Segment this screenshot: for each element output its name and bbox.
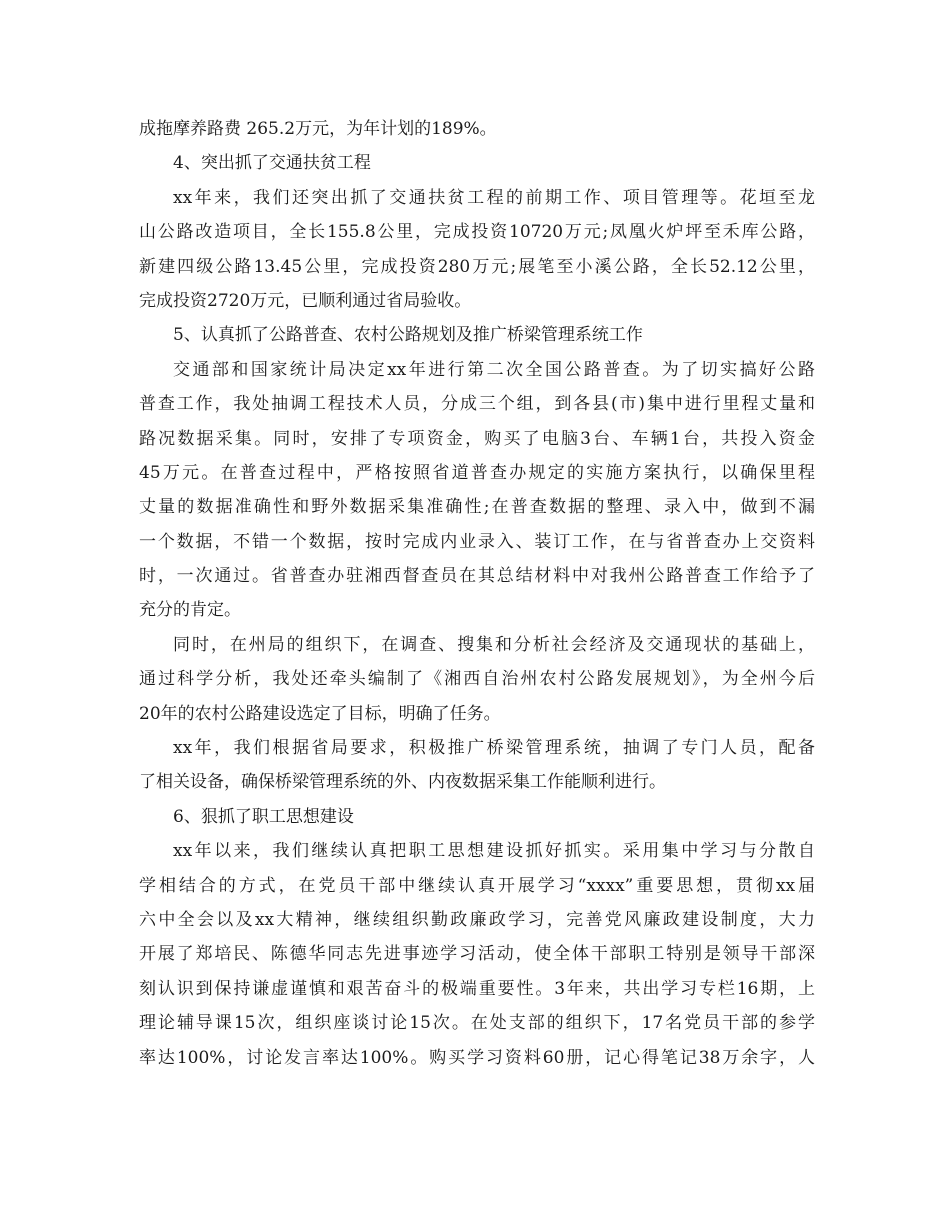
text-line: 充分的肯定。	[139, 600, 241, 621]
text-line: 丈量的数据准确性和野外数据采集准确性;在普查数据的整理、录入中，做到不漏	[139, 497, 815, 518]
text-line: 率达100%，讨论发言率达100%。购买学习资料60册，记心得笔记38万余字，人	[139, 1047, 815, 1068]
text-line: xx年，我们根据省局要求，积极推广桥梁管理系统，抽调了专门人员，配备	[173, 738, 815, 759]
text-line: 交通部和国家统计局决定xx年进行第二次全国公路普查。为了切实搞好公路	[173, 359, 815, 380]
section-heading: 6、狠抓了职工思想建设	[173, 806, 354, 827]
text-line: 刻认识到保持谦虚谨慎和艰苦奋斗的极端重要性。3年来，共出学习专栏16期，上	[139, 978, 815, 999]
section-heading: 4、突出抓了交通扶贫工程	[173, 153, 371, 174]
text-line: 了相关设备，确保桥梁管理系统的外、内夜数据采集工作能顺利进行。	[139, 772, 666, 793]
text-line: 开展了郑培民、陈德华同志先进事迹学习活动，使全体干部职工特别是领导干部深	[139, 944, 815, 965]
text-line: 20年的农村公路建设选定了目标，明确了任务。	[139, 703, 501, 724]
text-line: 时，一次通过。省普查办驻湘西督查员在其总结材料中对我州公路普查工作给予了	[139, 566, 815, 587]
text-line: 同时，在州局的组织下，在调查、搜集和分析社会经济及交通现状的基础上，	[173, 634, 815, 655]
section-heading: 5、认真抓了公路普查、农村公路规划及推广桥梁管理系统工作	[173, 325, 643, 346]
text-line: 理论辅导课15次，组织座谈讨论15次。在处支部的组织下，17名党员干部的参学	[139, 1013, 815, 1034]
text-line: xx年来，我们还突出抓了交通扶贫工程的前期工作、项目管理等。花垣至龙	[173, 187, 815, 208]
text-line: 山公路改造项目，全长155.8公里，完成投资10720万元;凤凰火炉坪至禾库公路，	[139, 222, 815, 243]
text-line: 路况数据采集。同时，安排了专项资金，购买了电脑3台、车辆1台，共投入资金	[139, 428, 815, 449]
text-line: 通过科学分析，我处还牵头编制了《湘西自治州农村公路发展规划》，为全州今后	[139, 669, 815, 690]
text-line: 新建四级公路13.45公里，完成投资280万元;展笔至小溪公路，全长52.12公里，	[139, 256, 815, 277]
text-line: 一个数据，不错一个数据，按时完成内业录入、装订工作，在与省普查办上交资料	[139, 531, 815, 552]
text-line: 学相结合的方式，在党员干部中继续认真开展学习“xxxx”重要思想，贯彻xx届	[139, 875, 815, 896]
text-line: 45万元。在普查过程中，严格按照省道普查办规定的实施方案执行，以确保里程	[139, 462, 815, 483]
text-line: 普查工作，我处抽调工程技术人员，分成三个组，到各县(市)集中进行里程丈量和	[139, 394, 815, 415]
text-line: 六中全会以及xx大精神，继续组织勤政廉政学习，完善党风廉政建设制度，大力	[139, 909, 815, 930]
text-line: 成拖摩养路费 265.2万元，为年计划的189%。	[139, 119, 497, 139]
text-line: xx年以来，我们继续认真把职工思想建设抓好抓实。采用集中学习与分散自	[173, 841, 815, 862]
document-body	[139, 112, 815, 1075]
text-line: 完成投资2720万元，已顺利通过省局验收。	[139, 290, 472, 311]
